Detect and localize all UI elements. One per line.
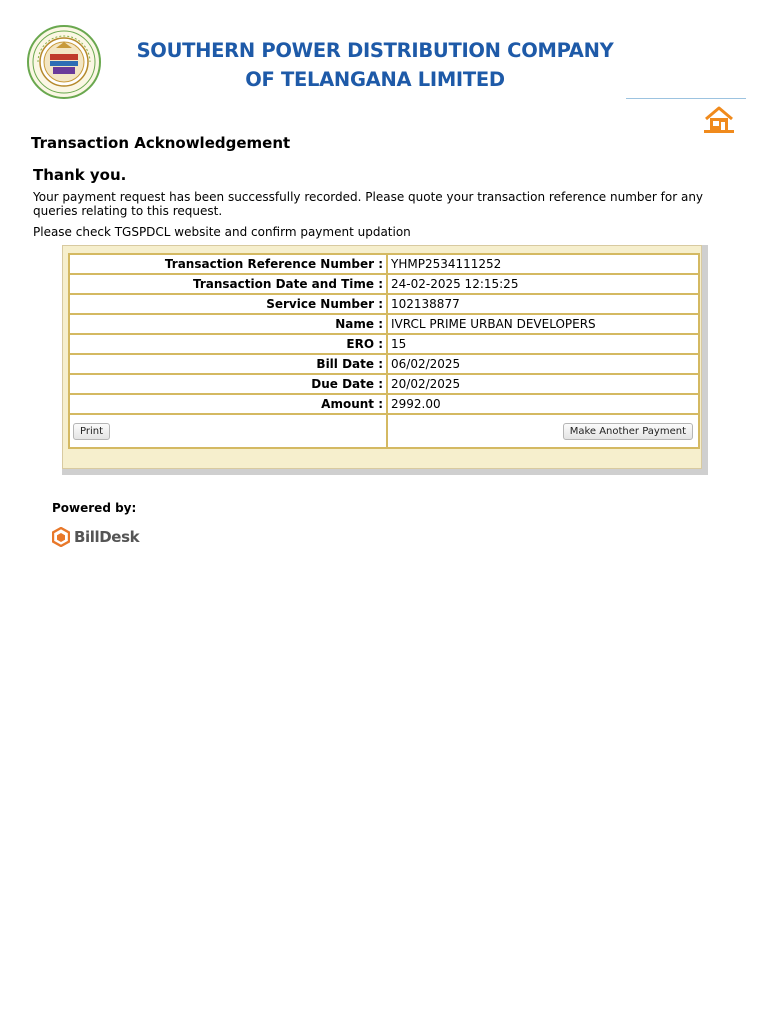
row-value: IVRCL PRIME URBAN DEVELOPERS bbox=[387, 314, 699, 334]
transaction-details-table bbox=[68, 253, 700, 449]
table-row bbox=[69, 334, 699, 354]
actions-row bbox=[69, 414, 699, 448]
page-title: Transaction Acknowledgement bbox=[31, 134, 291, 152]
thank-you-heading: Thank you. bbox=[33, 166, 127, 184]
row-label: ERO : bbox=[69, 334, 387, 354]
check-website-note: Please check TGSPDCL website and confirm payment updation bbox=[33, 225, 411, 239]
print-cell bbox=[69, 414, 387, 448]
row-label: Bill Date : bbox=[69, 354, 387, 374]
row-label: Name : bbox=[69, 314, 387, 334]
row-value: 2992.00 bbox=[387, 394, 699, 414]
confirmation-message: Your payment request has been successfully recorded. Please quote your transaction reference number for any queries relating to this request. bbox=[33, 190, 704, 218]
row-label: Due Date : bbox=[69, 374, 387, 394]
make-another-payment-button[interactable]: Make Another Payment bbox=[563, 423, 693, 440]
row-value: 102138877 bbox=[387, 294, 699, 314]
table-row bbox=[69, 394, 699, 414]
home-icon[interactable] bbox=[703, 104, 735, 134]
table-row bbox=[69, 314, 699, 334]
row-value: 20/02/2025 bbox=[387, 374, 699, 394]
row-label: Amount : bbox=[69, 394, 387, 414]
billdesk-wordmark: BillDesk bbox=[74, 528, 140, 546]
row-value: 06/02/2025 bbox=[387, 354, 699, 374]
row-label: Transaction Date and Time : bbox=[69, 274, 387, 294]
row-value: 24-02-2025 12:15:25 bbox=[387, 274, 699, 294]
row-label: Transaction Reference Number : bbox=[69, 254, 387, 274]
billdesk-icon bbox=[52, 527, 70, 547]
powered-by-label: Powered by: bbox=[52, 501, 137, 515]
table-row bbox=[69, 354, 699, 374]
billdesk-logo bbox=[52, 527, 139, 547]
print-button[interactable]: Print bbox=[73, 423, 110, 440]
another-payment-cell bbox=[387, 414, 699, 448]
company-name bbox=[130, 36, 620, 94]
row-value: YHMP2534111252 bbox=[387, 254, 699, 274]
table-row bbox=[69, 254, 699, 274]
tgspdcl-logo bbox=[26, 24, 102, 100]
company-name-line2: OF TELANGANA LIMITED bbox=[245, 68, 505, 91]
table-row bbox=[69, 294, 699, 314]
company-name-line1: SOUTHERN POWER DISTRIBUTION COMPANY bbox=[136, 39, 614, 62]
row-label: Service Number : bbox=[69, 294, 387, 314]
table-row bbox=[69, 374, 699, 394]
header-divider bbox=[626, 98, 746, 99]
row-value: 15 bbox=[387, 334, 699, 354]
table-row bbox=[69, 274, 699, 294]
